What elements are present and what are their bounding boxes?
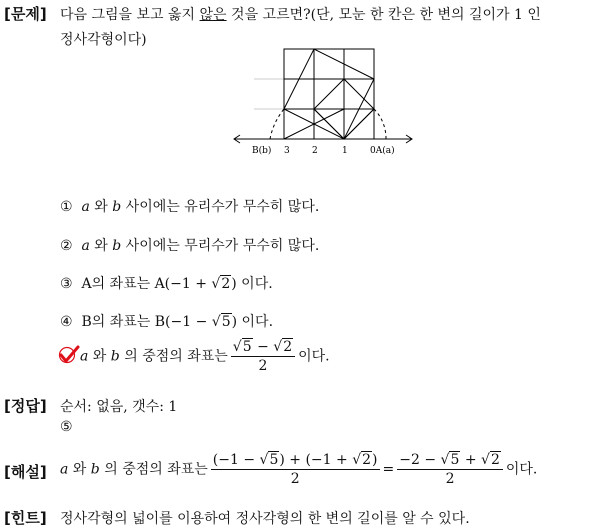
explanation-label: [해설] — [4, 463, 47, 481]
grid-figure — [228, 44, 418, 160]
hint-label: [힌트] — [4, 509, 47, 527]
answer-line1: 순서: 없음, 갯수: 1 — [60, 399, 178, 415]
question-line2: 정사각형이다) — [60, 32, 147, 48]
underlined-word: 않은 — [199, 7, 227, 23]
tick-label-2: 2 — [312, 146, 318, 156]
check-icon — [58, 345, 80, 365]
tick-label-0A: 0A(a) — [370, 146, 395, 156]
choice-5[interactable]: a 와 b 의 중점의 좌표는 $\frac{√5 - √2}{2}$ 이다. — [80, 339, 330, 374]
question-label: [문제] — [4, 5, 47, 23]
tick-label-3: 3 — [284, 146, 290, 156]
answer-line2: ⑤ — [60, 419, 73, 435]
tick-label-B: B(b) — [252, 146, 272, 156]
choice-1[interactable]: ① a 와 b 사이에는 유리수가 무수히 많다. — [60, 199, 320, 215]
explanation-text: a 와 b 의 중점의 좌표는 $\frac{(-1 - √5) + (-1 + √2)}{2}$ = $\frac{-2 - √5 + √2}{2}$ 이다. — [60, 452, 538, 487]
choice-2[interactable]: ② a 와 b 사이에는 무리수가 무수히 많다. — [60, 238, 320, 254]
hint-text: 정사각형의 넓이를 이용하여 정사각형의 한 변의 길이를 알 수 있다. — [60, 511, 470, 527]
answer-label: [정답] — [4, 397, 47, 415]
choice-3[interactable]: ③ A의 좌표는 A(−1 + √2) 이다. — [60, 276, 273, 292]
question-line1: 다음 그림을 보고 옳지 않은 것을 고르면?(단, 모눈 한 칸은 한 변의 길이가 1 인 — [60, 7, 541, 23]
tick-label-1: 1 — [342, 146, 348, 156]
choice-4[interactable]: ④ B의 좌표는 B(−1 − √5) 이다. — [60, 314, 274, 330]
